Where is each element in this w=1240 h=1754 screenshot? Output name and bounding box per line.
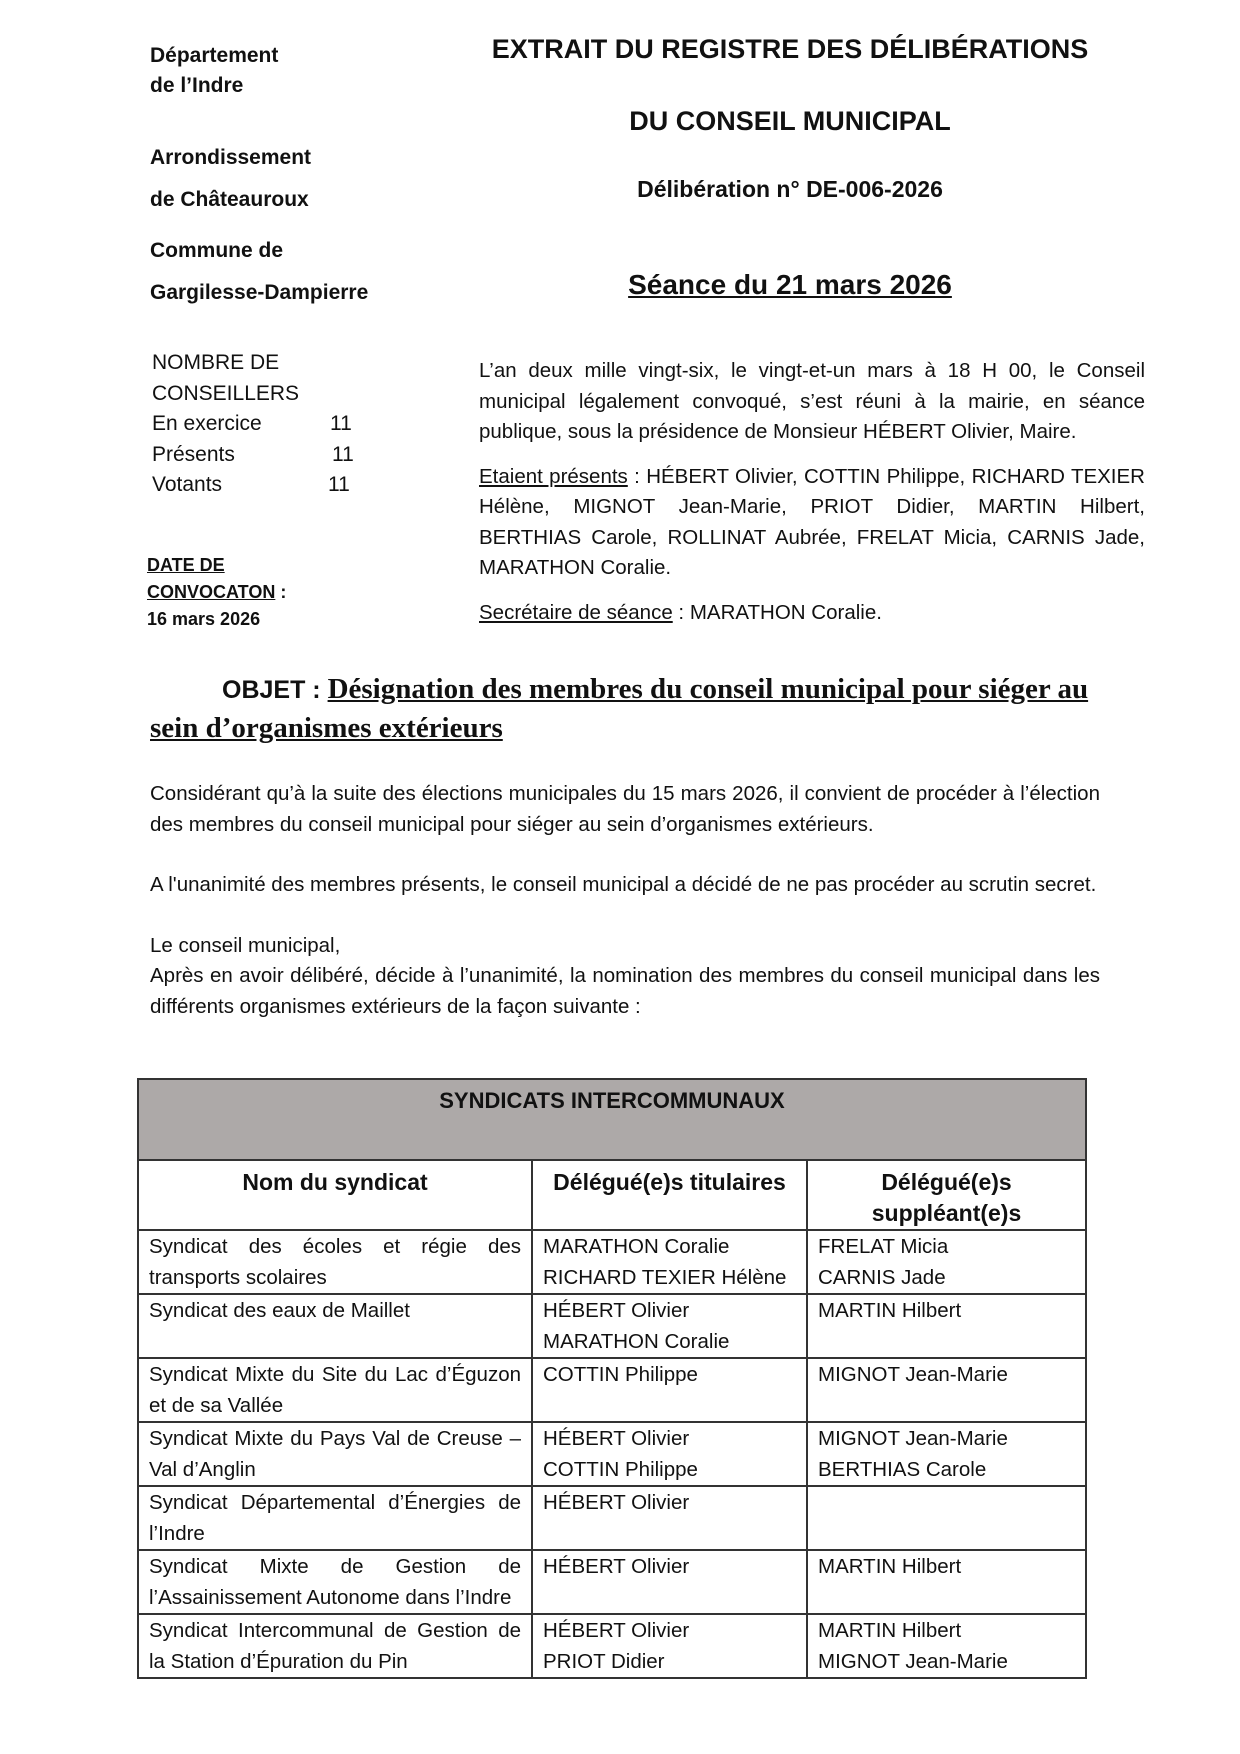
convocation-date-block: DATE DE CONVOCATON : 16 mars 2026 bbox=[147, 552, 286, 633]
body-decision: Après en avoir délibéré, décide à l’unanimité, la nomination des membres du conseil municipal dans les différents organismes extérieurs de la façon suivante : bbox=[150, 964, 1100, 1018]
deliberation-number: Délibération n° DE-006-2026 bbox=[637, 176, 943, 202]
convocation-date: 16 mars 2026 bbox=[147, 609, 261, 629]
counts-title-2: CONSEILLERS bbox=[152, 381, 300, 405]
body-considerant: Considérant qu’à la suite des élections municipales du 15 mars 2026, il convient de procéder à l’élection des membres du conseil municipal pour siéger au sein d’organismes extérieurs. bbox=[150, 782, 1100, 836]
departement-value: de l’Indre bbox=[150, 74, 244, 97]
table-row: Syndicat Mixte du Pays Val de Creuse – Val d’Anglin HÉBERT Olivier COTTIN Philippe MIGNOT Jean-Marie BERTHIAS Carole bbox=[138, 1422, 1086, 1486]
departement-label: Département bbox=[150, 44, 279, 67]
count-row-votants: Votants 11 bbox=[152, 473, 350, 496]
departement-block bbox=[150, 41, 278, 101]
register-title: EXTRAIT DU REGISTRE DES DÉLIBÉRATIONS bbox=[491, 34, 1089, 64]
objet-heading bbox=[150, 670, 1110, 747]
secretaire-paragraph: Secrétaire de séance : MARATHON Coralie. bbox=[479, 600, 882, 624]
arrondissement-label: Arrondissement bbox=[150, 146, 312, 169]
table-row: Syndicat des écoles et régie des transports scolaires MARATHON Coralie RICHARD TEXIER Hélène FRELAT Micia CARNIS Jade bbox=[138, 1230, 1086, 1294]
column-header-suppleants: Délégué(e)s suppléant(e)s bbox=[807, 1160, 1086, 1230]
commune-label: Commune de bbox=[150, 239, 284, 262]
seance-date: Séance du 21 mars 2026 bbox=[628, 269, 952, 300]
counts-title-1: NOMBRE DE bbox=[152, 351, 280, 374]
table-row: Syndicat Départemental d’Énergies de l’Indre HÉBERT Olivier bbox=[138, 1486, 1086, 1550]
councillor-counts bbox=[152, 348, 354, 501]
column-header-titulaires: Délégué(e)s titulaires bbox=[532, 1160, 807, 1230]
syndicats-table bbox=[137, 1078, 1087, 1679]
council-title: DU CONSEIL MUNICIPAL bbox=[629, 106, 951, 136]
arrondissement-value: de Châteauroux bbox=[150, 188, 309, 211]
arrondissement-block bbox=[150, 143, 311, 215]
objet-label: OBJET : bbox=[222, 676, 328, 704]
commune-value: Gargilesse-Dampierre bbox=[150, 281, 369, 304]
objet-text: Désignation des membres du conseil municipal pour siéger au sein d’organismes extérieurs bbox=[150, 673, 1089, 744]
table-section-title: SYNDICATS INTERCOMMUNAUX bbox=[138, 1079, 1086, 1160]
table-row: Syndicat des eaux de Maillet HÉBERT Olivier MARATHON Coralie MARTIN Hilbert bbox=[138, 1294, 1086, 1358]
body-unanimite: A l'unanimité des membres présents, le conseil municipal a décidé de ne pas procéder au scrutin secret. bbox=[150, 873, 1097, 896]
column-header-name: Nom du syndicat bbox=[138, 1160, 532, 1230]
table-row: Syndicat Intercommunal de Gestion de la Station d’Épuration du Pin HÉBERT Olivier PRIOT Didier MARTIN Hilbert MIGNOT Jean-Marie bbox=[138, 1614, 1086, 1678]
commune-block bbox=[150, 236, 368, 308]
count-row-exercice: En exercice 11 bbox=[152, 412, 352, 435]
count-row-presents: Présents 11 bbox=[152, 442, 354, 466]
body-conseil: Le conseil municipal, bbox=[150, 933, 341, 957]
presents-paragraph: Etaient présents : HÉBERT Olivier, COTTIN Philippe, RICHARD TEXIER Hélène, MIGNOT Jean-Marie, PRIOT Didier, MARTIN Hilbert, BERTHIAS Carole, ROLLINAT Aubrée, FRELAT Micia, CARNIS Jade, MARATHON Coralie. bbox=[479, 464, 1145, 579]
deliberation-body bbox=[150, 779, 1100, 1052]
table-row: Syndicat Mixte du Site du Lac d’Éguzon et de sa Vallée COTTIN Philippe MIGNOT Jean-Marie bbox=[138, 1358, 1086, 1422]
seance-intro bbox=[479, 356, 1145, 642]
intro-paragraph: L’an deux mille vingt-six, le vingt-et-un mars à 18 H 00, le Conseil municipal légalement convoqué, s’est réuni à la mairie, en séance publique, sous la présidence de Monsieur HÉBERT Olivier, Maire. bbox=[479, 359, 1145, 443]
table-row: Syndicat Mixte de Gestion de l’Assainissement Autonome dans l’Indre HÉBERT Olivier MARTIN Hilbert bbox=[138, 1550, 1086, 1614]
